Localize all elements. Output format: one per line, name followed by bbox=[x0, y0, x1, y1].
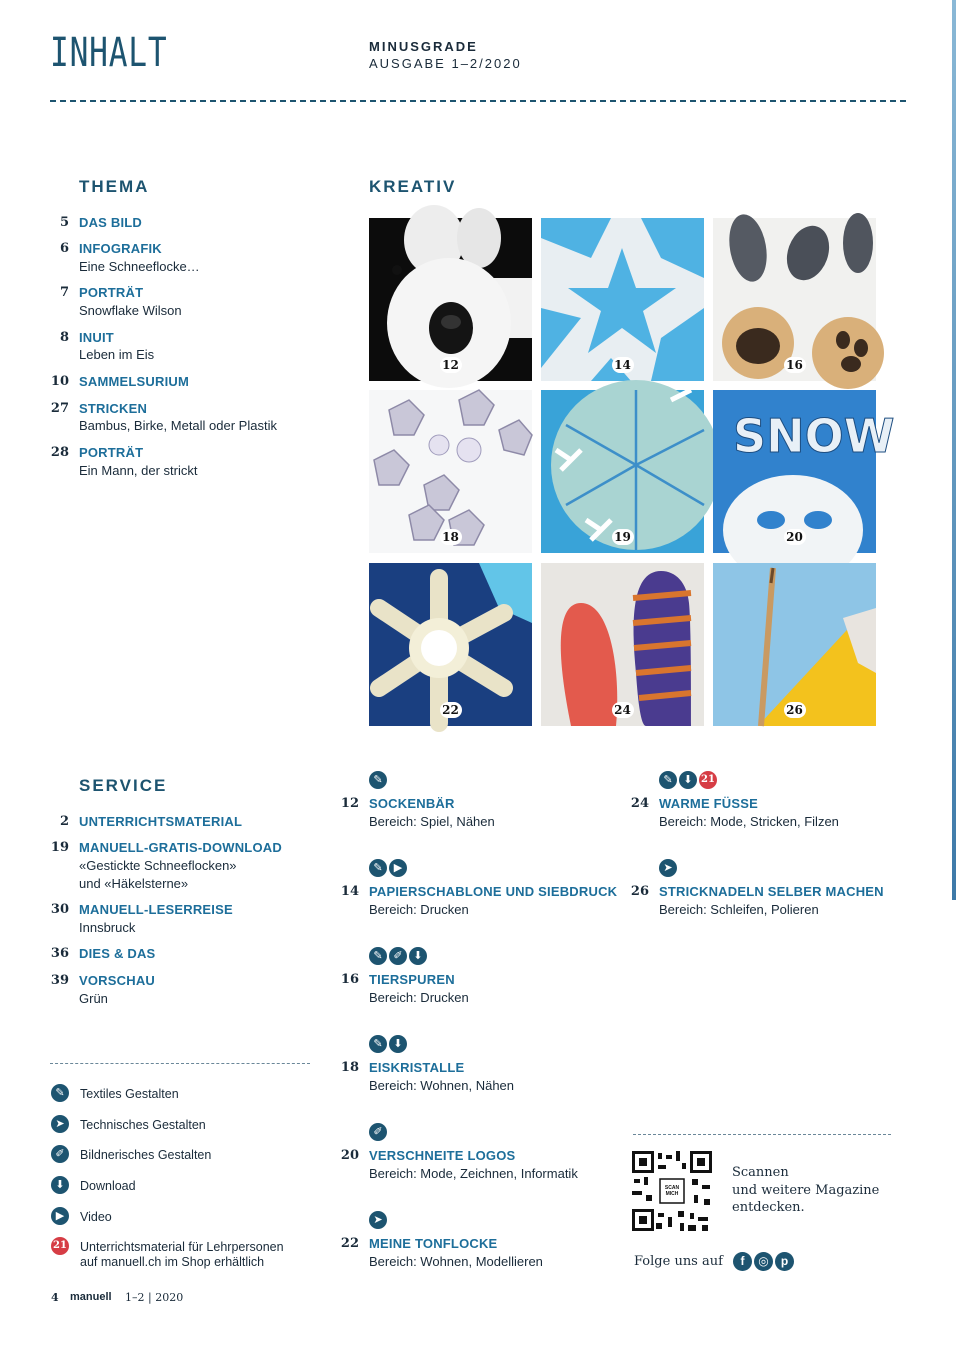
service-link[interactable]: DIES & DAS bbox=[79, 946, 156, 961]
tile-page-number: 18 bbox=[440, 529, 462, 545]
legend-textiles: Textiles Gestalten bbox=[80, 1087, 179, 1101]
tile-download[interactable] bbox=[541, 390, 704, 553]
service-link[interactable]: MANUELL-LESERREISE bbox=[79, 902, 233, 917]
service-sub: Grün bbox=[79, 991, 108, 1006]
category-icons bbox=[369, 859, 409, 877]
thema-heading: THEMA bbox=[79, 177, 150, 196]
issue-name: MINUSGRADE bbox=[369, 39, 478, 54]
kreativ-num: 22 bbox=[340, 1236, 359, 1251]
service-sub: «Gestickte Schneeflocken» bbox=[79, 858, 237, 873]
follow-text: Folge uns auf bbox=[634, 1254, 723, 1269]
thema-num: 8 bbox=[59, 330, 69, 345]
kreativ-num: 12 bbox=[340, 796, 359, 811]
thema-link[interactable]: INUIT bbox=[79, 330, 114, 345]
page-title: INHALT bbox=[50, 30, 168, 76]
material-badge-icon: 21 bbox=[699, 771, 717, 789]
category-icons bbox=[369, 771, 389, 789]
kreativ-num: 26 bbox=[630, 884, 649, 899]
thema-num: 10 bbox=[50, 374, 69, 389]
kreativ-link[interactable]: MEINE TONFLOCKE bbox=[369, 1236, 498, 1251]
brush-icon: ✐ bbox=[369, 1123, 387, 1141]
tile-page-number: 12 bbox=[440, 357, 462, 373]
qr-divider bbox=[633, 1134, 891, 1135]
kreativ-num: 18 bbox=[340, 1060, 359, 1075]
issue-number: AUSGABE 1–2/2020 bbox=[369, 56, 522, 71]
material-badge-icon: 21 bbox=[51, 1237, 69, 1255]
download-icon: ⬇ bbox=[389, 1035, 407, 1053]
brush-icon: ✐ bbox=[51, 1145, 69, 1163]
social-icons bbox=[733, 1252, 796, 1271]
kreativ-link[interactable]: TIERSPUREN bbox=[369, 972, 455, 987]
snow-text: SNOW bbox=[733, 409, 895, 463]
tile-page-number: 24 bbox=[612, 702, 634, 718]
thema-sub: Eine Schneeflocke… bbox=[79, 259, 200, 274]
category-icons bbox=[369, 1035, 409, 1053]
thema-link[interactable]: INFOGRAFIK bbox=[79, 241, 162, 256]
thema-num: 6 bbox=[59, 241, 69, 256]
kreativ-sub: Bereich: Drucken bbox=[369, 902, 469, 917]
download-icon: ⬇ bbox=[679, 771, 697, 789]
thema-num: 5 bbox=[59, 215, 69, 230]
service-link[interactable]: UNTERRICHTSMATERIAL bbox=[79, 814, 243, 829]
tool-icon: ➤ bbox=[51, 1115, 69, 1133]
tile-page-number: 20 bbox=[784, 529, 806, 545]
service-sub: Innsbruck bbox=[79, 920, 136, 935]
needle-icon: ✎ bbox=[659, 771, 677, 789]
tool-icon: ➤ bbox=[659, 859, 677, 877]
kreativ-sub: Bereich: Schleifen, Polieren bbox=[659, 902, 819, 917]
tile-tonflocke[interactable] bbox=[369, 563, 532, 726]
legend-divider bbox=[50, 1063, 310, 1064]
service-num: 30 bbox=[50, 902, 69, 917]
service-num: 2 bbox=[59, 814, 69, 829]
needle-icon: ✎ bbox=[369, 1035, 387, 1053]
thema-link[interactable]: PORTRÄT bbox=[79, 285, 144, 300]
tile-stricknadeln[interactable] bbox=[713, 563, 876, 726]
needle-icon: ✎ bbox=[369, 947, 387, 965]
service-num: 36 bbox=[50, 946, 69, 961]
legend-bildnerisches: Bildnerisches Gestalten bbox=[80, 1148, 212, 1162]
thema-link[interactable]: DAS BILD bbox=[79, 215, 142, 230]
play-icon: ▶ bbox=[389, 859, 407, 877]
needle-icon: ✎ bbox=[51, 1084, 69, 1102]
category-icons bbox=[659, 771, 719, 789]
kreativ-sub: Bereich: Drucken bbox=[369, 990, 469, 1005]
thema-num: 7 bbox=[59, 285, 69, 300]
kreativ-link[interactable]: STRICKNADELN SELBER MACHEN bbox=[659, 884, 884, 899]
service-link[interactable]: MANUELL-GRATIS-DOWNLOAD bbox=[79, 840, 282, 855]
kreativ-link[interactable]: PAPIERSCHABLONE UND SIEBDRUCK bbox=[369, 884, 618, 899]
download-icon: ⬇ bbox=[409, 947, 427, 965]
needle-icon: ✎ bbox=[369, 859, 387, 877]
play-icon: ▶ bbox=[51, 1207, 69, 1225]
tool-icon: ➤ bbox=[369, 1211, 387, 1229]
page-edge-strip bbox=[952, 0, 956, 900]
brush-icon: ✐ bbox=[389, 947, 407, 965]
kreativ-num: 16 bbox=[340, 972, 359, 987]
thema-sub: Ein Mann, der strickt bbox=[79, 463, 198, 478]
tile-verschneite-logos[interactable] bbox=[713, 390, 895, 553]
category-icons bbox=[369, 947, 429, 965]
tile-papierschablone[interactable] bbox=[541, 218, 704, 381]
qr-text-line3: entdecken. bbox=[732, 1200, 805, 1215]
kreativ-heading: KREATIV bbox=[369, 177, 457, 196]
qr-text-line1: Scannen bbox=[732, 1165, 789, 1180]
tile-page-number: 16 bbox=[784, 357, 806, 373]
thema-link[interactable]: STRICKEN bbox=[79, 401, 148, 416]
qr-label: SCAN MICH bbox=[664, 1185, 680, 1197]
category-icons bbox=[659, 859, 679, 877]
facebook-icon[interactable]: f bbox=[733, 1252, 752, 1271]
qr-code[interactable] bbox=[632, 1151, 712, 1231]
thema-num: 27 bbox=[50, 401, 69, 416]
thema-num: 28 bbox=[50, 445, 69, 460]
kreativ-sub: Bereich: Spiel, Nähen bbox=[369, 814, 495, 829]
service-sub: und «Häkelsterne» bbox=[79, 876, 189, 891]
legend-technisches: Technisches Gestalten bbox=[80, 1118, 206, 1132]
category-icons bbox=[369, 1123, 389, 1141]
legend-material: Unterrichtsmaterial für Lehrpersonen bbox=[80, 1240, 284, 1254]
thema-link[interactable]: PORTRÄT bbox=[79, 445, 144, 460]
tile-eiskristalle[interactable] bbox=[369, 390, 532, 553]
tile-tierspuren[interactable] bbox=[713, 218, 876, 381]
kreativ-link[interactable]: VERSCHNEITE LOGOS bbox=[369, 1148, 516, 1163]
kreativ-link[interactable]: WARME FÜSSE bbox=[659, 796, 758, 811]
legend-video: Video bbox=[80, 1210, 112, 1224]
kreativ-sub: Bereich: Mode, Zeichnen, Informatik bbox=[369, 1166, 578, 1181]
legend-material: auf manuell.ch im Shop erhältlich bbox=[80, 1255, 265, 1269]
footer-issue: 1–2 | 2020 bbox=[125, 1291, 184, 1304]
footer-brand: manuell bbox=[70, 1291, 112, 1303]
service-link[interactable]: VORSCHAU bbox=[79, 973, 155, 988]
service-num: 19 bbox=[50, 840, 69, 855]
tile-page-number: 22 bbox=[440, 702, 462, 718]
instagram-icon[interactable]: ◎ bbox=[754, 1252, 773, 1271]
tile-page-number: 26 bbox=[784, 702, 806, 718]
download-icon: ⬇ bbox=[51, 1176, 69, 1194]
header-divider bbox=[50, 100, 906, 102]
legend-download: Download bbox=[80, 1179, 136, 1193]
service-num: 39 bbox=[50, 973, 69, 988]
qr-text-line2: und weitere Magazine bbox=[732, 1183, 880, 1198]
kreativ-sub: Bereich: Wohnen, Modellieren bbox=[369, 1254, 543, 1269]
tile-sockenbaer[interactable] bbox=[369, 218, 532, 381]
kreativ-num: 14 bbox=[340, 884, 359, 899]
service-heading: SERVICE bbox=[79, 776, 168, 795]
kreativ-num: 24 bbox=[630, 796, 649, 811]
needle-icon: ✎ bbox=[369, 771, 387, 789]
thema-link[interactable]: SAMMELSURIUM bbox=[79, 374, 190, 389]
pinterest-icon[interactable]: p bbox=[775, 1252, 794, 1271]
kreativ-num: 20 bbox=[340, 1148, 359, 1163]
kreativ-link[interactable]: SOCKENBÄR bbox=[369, 796, 455, 811]
page-number: 4 bbox=[51, 1291, 59, 1304]
tile-warme-fuesse[interactable] bbox=[541, 563, 704, 726]
thema-sub: Bambus, Birke, Metall oder Plastik bbox=[79, 418, 277, 433]
tile-page-number: 14 bbox=[612, 357, 634, 373]
kreativ-sub: Bereich: Mode, Stricken, Filzen bbox=[659, 814, 839, 829]
thema-sub: Leben im Eis bbox=[79, 347, 155, 362]
kreativ-link[interactable]: EISKRISTALLE bbox=[369, 1060, 465, 1075]
category-icons bbox=[369, 1211, 389, 1229]
thema-sub: Snowflake Wilson bbox=[79, 303, 182, 318]
kreativ-sub: Bereich: Wohnen, Nähen bbox=[369, 1078, 515, 1093]
tile-page-number: 19 bbox=[612, 529, 634, 545]
